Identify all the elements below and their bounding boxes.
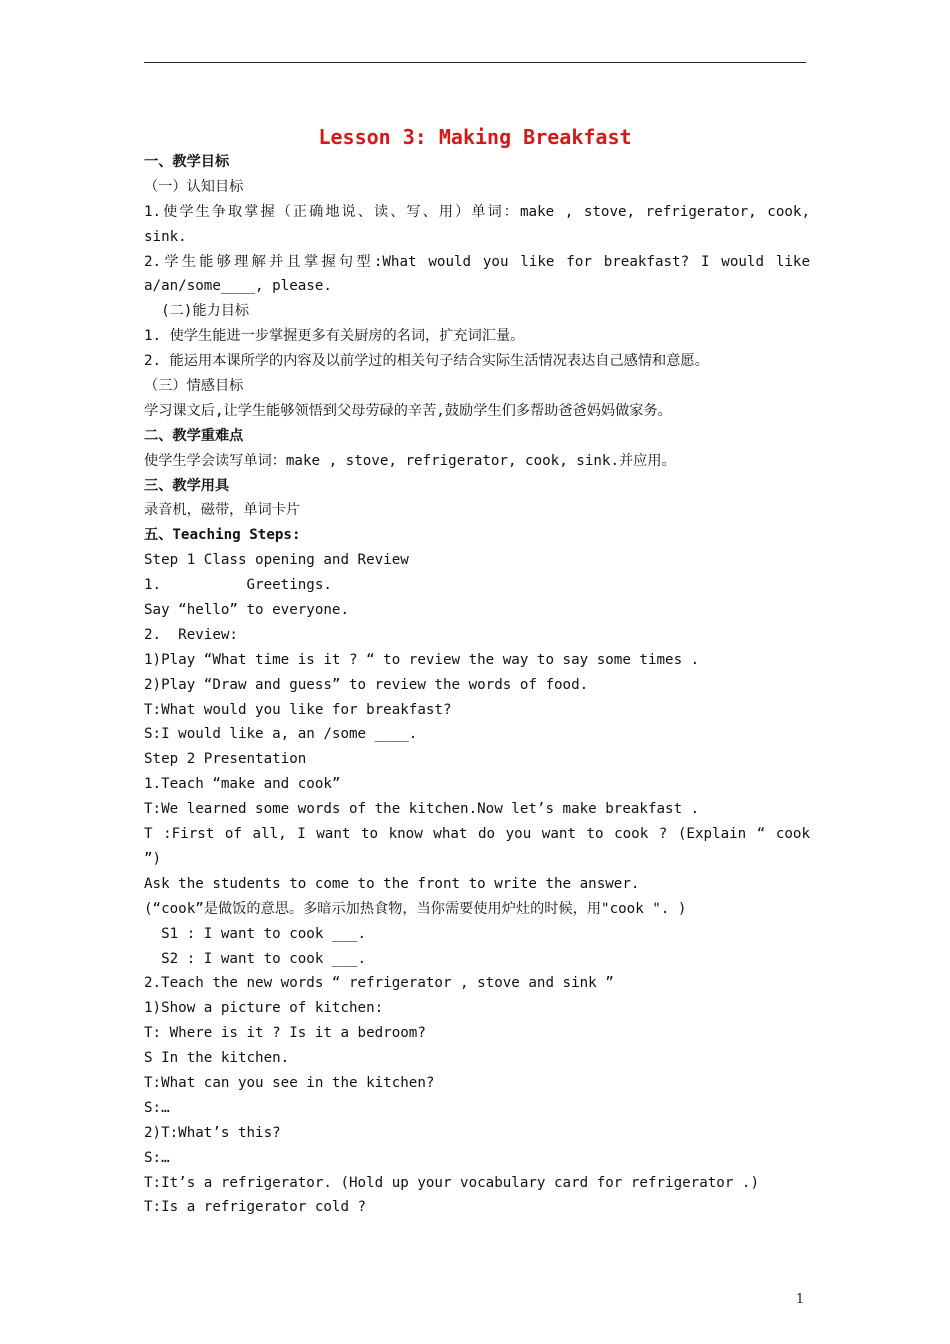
- text-line: T:What would you like for breakfast?: [144, 701, 452, 718]
- section-heading: 二、教学重难点: [144, 427, 244, 444]
- section-heading: 一、教学目标: [144, 154, 230, 170]
- text-line: S1 : I want to cook ___.: [144, 925, 367, 942]
- text-line: 1)Play “What time is it ? “ to review the way to say some times .: [144, 651, 700, 668]
- text-line: T:It’s a refrigerator. (Hold up your vocabulary card for refrigerator .): [144, 1174, 759, 1191]
- text-line: 学习课文后,让学生能够领悟到父母劳碌的辛苦,鼓励学生们多帮助爸爸妈妈做家务。: [144, 402, 672, 419]
- text-line: S:…: [144, 1149, 170, 1166]
- text-line: 2)T:What’s this?: [144, 1124, 281, 1141]
- page-title: Lesson 3: Making Breakfast: [318, 125, 632, 149]
- text-line: （三）情感目标: [144, 378, 244, 395]
- text-line: (二)能力目标: [144, 303, 250, 320]
- text-line: （一）认知目标: [144, 178, 244, 195]
- text-line: 2.学生能够理解并且掌握句型:What would you like for breakfast? I would like: [144, 253, 810, 270]
- text-line: S:I would like a, an /some ____.: [144, 726, 418, 743]
- text-line: 1.使学生争取掌握（正确地说、读、写、用）单词：make , stove, refrigerator, cook,: [144, 203, 810, 220]
- text-line: Step 1 Class opening and Review: [144, 552, 409, 569]
- header-rule: [144, 62, 806, 63]
- text-line: T:Is a refrigerator cold ?: [144, 1199, 367, 1216]
- text-line: 2. 能运用本课所学的内容及以前学过的相关句子结合实际生活情况表达自己感情和意愿。: [144, 353, 709, 370]
- document-body: [144, 150, 810, 1220]
- text-line: a/an/some____, please.: [144, 278, 332, 295]
- text-line: S2 : I want to cook ___.: [144, 950, 367, 967]
- text-line: ”): [144, 850, 162, 867]
- text-line: sink.: [144, 228, 187, 245]
- text-line: Say “hello” to everyone.: [144, 602, 349, 619]
- text-line: T:What can you see in the kitchen?: [144, 1074, 435, 1091]
- text-line: 2. Review:: [144, 626, 238, 643]
- text-line: 使学生学会读写单词：make , stove, refrigerator, cook, sink.并应用。: [144, 452, 676, 469]
- text-line: 录音机，磁带，单词卡片: [144, 502, 301, 519]
- text-line: 1. Greetings.: [144, 577, 332, 594]
- text-line: 1. 使学生能进一步掌握更多有关厨房的名词，扩充词汇量。: [144, 328, 525, 345]
- text-line: Step 2 Presentation: [144, 751, 307, 768]
- text-line: T: Where is it ? Is it a bedroom?: [144, 1025, 426, 1042]
- text-line: 1)Show a picture of kitchen:: [144, 1000, 384, 1017]
- text-line: S In the kitchen.: [144, 1050, 290, 1067]
- text-line: T :First of all, I want to know what do you want to cook ? (Explain “ cook: [144, 826, 810, 843]
- page-number: 1: [795, 1292, 805, 1307]
- text-line: 2.Teach the new words “ refrigerator , stove and sink ”: [144, 975, 614, 992]
- text-line: Ask the students to come to the front to write the answer.: [144, 875, 640, 892]
- text-line: 2)Play “Draw and guess” to review the words of food.: [144, 676, 589, 693]
- text-line: S:…: [144, 1099, 170, 1116]
- section-heading: 五、Teaching Steps:: [144, 527, 301, 544]
- text-line: (“cook”是做饭的意思。多暗示加热食物，当你需要使用炉灶的时候，用"cook ". ): [144, 900, 687, 917]
- text-line: 1.Teach “make and cook”: [144, 776, 341, 793]
- section-heading: 三、教学用具: [144, 477, 230, 494]
- text-line: T:We learned some words of the kitchen.Now let’s make breakfast .: [144, 801, 700, 818]
